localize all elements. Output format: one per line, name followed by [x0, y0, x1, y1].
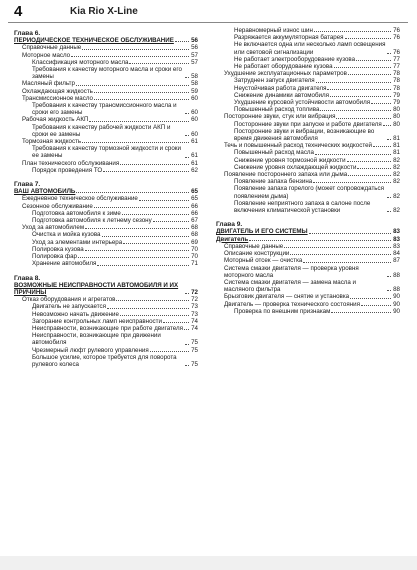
toc-page-number: 83 — [393, 242, 400, 250]
dot-leader — [284, 247, 391, 248]
toc-entry-title: Повышенный расход топлива — [234, 106, 320, 114]
dot-leader — [313, 182, 391, 183]
toc-entry[interactable] — [216, 171, 400, 178]
dot-leader — [334, 67, 391, 68]
dot-leader — [314, 31, 391, 32]
toc-page-number: 57 — [191, 58, 198, 66]
toc-page-number: 65 — [191, 188, 198, 196]
dot-leader — [102, 236, 190, 237]
toc-page-number: 56 — [191, 44, 198, 52]
toc-entry[interactable] — [14, 210, 198, 217]
dot-leader — [383, 125, 391, 126]
toc-page-number: 87 — [393, 257, 400, 265]
toc-entry[interactable] — [14, 231, 198, 238]
dot-leader — [94, 207, 189, 208]
toc-entry[interactable] — [216, 164, 400, 171]
toc-entry[interactable] — [216, 121, 400, 128]
dot-leader — [185, 293, 189, 294]
toc-page-number: 74 — [191, 317, 198, 325]
toc-page-number: 83 — [393, 228, 400, 236]
toc-page-number: 82 — [393, 192, 400, 200]
toc-entry-title: Требования к качеству тормозной жидкости и сроки ее замены — [32, 145, 181, 160]
dot-leader — [78, 257, 189, 258]
toc-entry[interactable] — [216, 77, 400, 84]
toc-page-number: 88 — [393, 271, 400, 279]
toc-page-number: 83 — [393, 235, 400, 243]
toc-entry-title: Тормозная жидкость — [22, 138, 82, 146]
toc-page-number: 75 — [191, 360, 198, 368]
toc-entry[interactable] — [216, 250, 400, 257]
toc-page-number: 90 — [393, 293, 400, 301]
toc-section-entry[interactable] — [14, 188, 198, 195]
dot-leader — [82, 142, 189, 143]
toc-entry-title: План технического обслуживания — [22, 159, 120, 167]
dot-leader — [336, 118, 391, 119]
dot-leader — [303, 262, 391, 263]
toc-entry-title: Не работает оборудование кузова — [234, 63, 333, 71]
toc-entry-title: Моторный отсек — очистка — [224, 257, 303, 265]
toc-entry-title: Посторонние звуки и вибрации, возникающие во время движения автомобиля — [234, 127, 375, 143]
toc-page-number: 68 — [191, 231, 198, 239]
toc-entry-title: Система смазки двигателя — проверка уровня моторного масла — [224, 264, 359, 279]
toc-entry-title: Брызговик двигателя — снятие и установка — [224, 293, 350, 301]
toc-entry[interactable] — [216, 279, 400, 293]
dot-leader — [129, 63, 189, 64]
toc-entry-title: Моторное масло — [22, 51, 71, 59]
toc-entry[interactable] — [14, 66, 198, 80]
toc-entry[interactable] — [216, 34, 400, 41]
toc-entry[interactable] — [216, 56, 400, 63]
page-number: 4 — [14, 3, 23, 20]
toc-entry[interactable] — [216, 265, 400, 279]
toc-entry-title: Справочные данные — [224, 242, 284, 250]
toc-entry[interactable] — [216, 63, 400, 70]
toc-entry-title: Загорание контрольных ламп неисправности — [32, 317, 162, 325]
dot-leader — [97, 265, 189, 266]
toc-page-number: 78 — [393, 77, 400, 85]
dot-leader — [387, 139, 391, 140]
dot-leader — [320, 110, 391, 111]
chapter-label: Глава 7. — [14, 181, 41, 189]
toc-entry[interactable] — [216, 178, 400, 185]
toc-entry[interactable] — [14, 332, 198, 346]
dot-leader — [347, 161, 391, 162]
toc-entry[interactable] — [14, 138, 198, 145]
toc-entry[interactable] — [216, 301, 400, 308]
toc-page-number: 78 — [393, 84, 400, 92]
dot-leader — [94, 92, 189, 93]
header-divider — [8, 22, 408, 23]
dot-leader — [361, 305, 391, 306]
toc-entry-title: Требования к качеству моторного масла и сроки его замены — [32, 66, 182, 81]
toc-section-entry[interactable] — [216, 236, 400, 243]
toc-page-number: 71 — [191, 260, 198, 268]
toc-entry-title: Большое усилие, которое требуется для поворота рулевого колеса — [32, 353, 177, 368]
toc-page-number: 70 — [191, 253, 198, 261]
dot-leader — [185, 113, 189, 114]
toc-section-entry[interactable] — [14, 282, 198, 296]
toc-entry[interactable] — [14, 224, 198, 231]
toc-entry-title: ДВИГАТЕЛЬ И ЕГО СИСТЕМЫ — [216, 228, 308, 236]
toc-entry-title: Снижение уровня тормозной жидкости — [234, 156, 346, 164]
dot-leader — [356, 60, 391, 61]
toc-entry[interactable] — [216, 142, 400, 149]
dot-leader — [76, 85, 189, 86]
toc-entry[interactable] — [216, 257, 400, 264]
toc-entry-title: Охлаждающая жидкость — [22, 87, 93, 95]
toc-page-number: 73 — [191, 310, 198, 318]
dot-leader — [185, 135, 189, 136]
toc-entry-title: Снижение уровня охлаждающей жидкости — [234, 163, 357, 171]
toc-entry-title: Неисправности, возникающие при движении автомобиля — [32, 332, 161, 347]
toc-entry[interactable] — [216, 106, 400, 113]
toc-page-number: 75 — [191, 346, 198, 354]
toc-entry[interactable] — [14, 260, 198, 267]
toc-entry-title: Течь и повышенный расход технических жидкостей — [224, 142, 372, 150]
toc-page-number: 72 — [191, 296, 198, 304]
toc-entry[interactable] — [216, 99, 400, 106]
toc-page-number: 77 — [393, 63, 400, 71]
dot-leader — [348, 175, 391, 176]
dot-leader — [150, 351, 189, 352]
toc-entry[interactable] — [14, 239, 198, 246]
toc-entry[interactable] — [14, 116, 198, 123]
dot-leader — [94, 99, 189, 100]
toc-page-number: 77 — [393, 55, 400, 63]
dot-leader — [371, 103, 391, 104]
toc-entry-title: Трансмиссионное масло — [22, 94, 93, 102]
toc-entry-title: Описание конструкции — [224, 250, 290, 258]
toc-entry[interactable] — [216, 243, 400, 250]
toc-entry-title: Уход за автомобилем — [22, 224, 85, 232]
dot-leader — [122, 214, 189, 215]
chapter-label: Глава 9. — [216, 221, 243, 229]
toc-page-number: 56 — [191, 37, 198, 45]
toc-entry-title: Посторонние звуки при запуске и работе двигателя — [234, 120, 382, 128]
toc-entry-title: ВОЗМОЖНЫЕ НЕИСПРАВНОСТИ АВТОМОБИЛЯ И ИХ ПРИЧИНЫ — [14, 281, 179, 296]
chapter-heading — [14, 178, 198, 188]
toc-entry-title: Двигатель — [216, 235, 249, 243]
toc-page-number: 57 — [191, 51, 198, 59]
toc-entry-title: Появление постороннего запаха или дыма — [224, 171, 348, 179]
dot-leader — [387, 211, 391, 212]
toc-page-number: 74 — [191, 324, 198, 332]
toc-entry-title: Разряжается аккумуляторная батарея — [234, 34, 344, 42]
toc-page-number: 73 — [191, 303, 198, 311]
toc-page-number: 82 — [393, 163, 400, 171]
toc-entry-title: Классификация моторного масла — [32, 58, 129, 66]
toc-entry-title: Невозможно начать движение — [32, 310, 119, 318]
toc-entry[interactable] — [14, 88, 198, 95]
toc-page-number: 61 — [191, 138, 198, 146]
dot-leader — [85, 228, 189, 229]
toc-page-number: 80 — [393, 113, 400, 121]
dot-leader — [345, 38, 391, 39]
toc-page-number: 60 — [191, 109, 198, 117]
toc-page-number: 62 — [191, 166, 198, 174]
toc-page-number: 78 — [393, 70, 400, 78]
toc-page-number: 79 — [393, 99, 400, 107]
toc-entry[interactable] — [14, 52, 198, 59]
dot-leader — [331, 312, 391, 313]
dot-leader — [175, 41, 189, 42]
toc-entry-title: Затруднен запуск двигателя — [234, 77, 315, 85]
toc-entry[interactable] — [14, 195, 198, 202]
dot-leader — [185, 365, 189, 366]
toc-page-number: 88 — [393, 286, 400, 294]
toc-page-number: 61 — [191, 159, 198, 167]
toc-entry-title: Подготовка автомобиля к зиме — [32, 209, 121, 217]
toc-page-number: 60 — [191, 130, 198, 138]
dot-leader — [139, 200, 189, 201]
toc-entry-title: Требования к качеству трансмиссионного масла и сроки его замены — [32, 102, 177, 117]
toc-page-number: 66 — [191, 202, 198, 210]
toc-page-number: 80 — [393, 106, 400, 114]
dot-leader — [184, 329, 189, 330]
dot-leader — [163, 322, 189, 323]
toc-entry-title: Полировка фар — [32, 253, 77, 261]
dot-leader — [315, 154, 391, 155]
toc-page-number: 82 — [393, 207, 400, 215]
toc-entry-title: Повышенный расход масла — [234, 149, 314, 157]
toc-page-number: 82 — [393, 156, 400, 164]
toc-entry[interactable] — [14, 145, 198, 159]
dot-leader — [387, 276, 391, 277]
toc-entry-title: Не работает электрооборудование кузова — [234, 55, 356, 63]
dot-leader — [350, 298, 391, 299]
chapter-heading — [14, 27, 198, 37]
toc-entry[interactable] — [14, 217, 198, 224]
toc-entry[interactable] — [14, 80, 198, 87]
dot-leader — [309, 233, 391, 234]
toc-entry-title: Справочные данные — [22, 44, 82, 52]
toc-page-number: 76 — [393, 34, 400, 42]
toc-page-number: 79 — [393, 91, 400, 99]
toc-page-number: 59 — [191, 87, 198, 95]
toc-entry-title: Чрезмерный люфт рулевого управления — [32, 346, 149, 354]
toc-entry[interactable] — [14, 95, 198, 102]
dot-leader — [89, 121, 189, 122]
dot-leader — [357, 168, 391, 169]
toc-entry-title: Полировка кузова — [32, 245, 84, 253]
toc-page-number: 76 — [393, 48, 400, 56]
dot-leader — [71, 56, 189, 57]
toc-page-number: 70 — [191, 245, 198, 253]
toc-entry-title: Ухудшение эксплуатационных параметров — [224, 70, 347, 78]
toc-entry[interactable] — [216, 27, 400, 34]
toc-entry-title: Неравномерный износ шин — [234, 27, 313, 34]
toc-entry-title: Проверка по внешним признакам — [234, 307, 331, 315]
dot-leader — [185, 77, 189, 78]
toc-entry-title: Появление запаха горелого (может сопровождаться появлением дыма) — [234, 185, 384, 200]
toc-entry-title: Отказ оборудования и агрегатов — [22, 296, 116, 304]
toc-entry[interactable] — [216, 149, 400, 156]
toc-entry-title: Двигатель — проверка технического состояния — [224, 300, 360, 308]
toc-entry-title: Посторонние звуки, стук или вибрация — [224, 113, 336, 121]
toc-entry[interactable] — [216, 185, 400, 199]
toc-page-number: 72 — [191, 288, 198, 296]
dot-leader — [76, 192, 189, 193]
dot-leader — [327, 89, 391, 90]
dot-leader — [249, 240, 391, 241]
toc-entry[interactable] — [14, 354, 198, 368]
dot-leader — [387, 53, 391, 54]
toc-page-number: 80 — [393, 120, 400, 128]
toc-entry-title: Порядок проведения ТО — [32, 166, 103, 174]
toc-section-entry[interactable] — [14, 37, 198, 44]
dot-leader — [185, 344, 189, 345]
toc-entry[interactable] — [216, 85, 400, 92]
toc-entry[interactable] — [14, 347, 198, 354]
toc-section-entry[interactable] — [216, 228, 400, 235]
dot-leader — [316, 82, 391, 83]
dot-leader — [373, 146, 391, 147]
page-bottom-margin — [0, 556, 417, 570]
toc-entry-title: Рабочая жидкость АКП — [22, 116, 89, 124]
toc-entry-title: Система смазки двигателя — замена масла и масляного фильтра — [224, 278, 357, 294]
dot-leader — [387, 197, 391, 198]
toc-entry[interactable] — [216, 200, 400, 214]
toc-page-number: 61 — [191, 152, 198, 160]
toc-entry-title: Снижение динамики автомобиля — [234, 91, 329, 99]
toc-page-number: 84 — [393, 250, 400, 258]
book-title: Kia Rio X-Line — [70, 6, 138, 17]
chapter-heading — [14, 272, 198, 282]
toc-entry[interactable] — [216, 70, 400, 77]
toc-page-number: 66 — [191, 209, 198, 217]
toc-page-number: 68 — [191, 224, 198, 232]
toc-page-number: 69 — [191, 238, 198, 246]
toc-entry-title: Появление запаха бензина — [234, 178, 313, 186]
toc-page-number: 76 — [393, 27, 400, 34]
toc-entry-title: Появление неприятного запаха в салоне после включения климатической установки — [234, 199, 371, 215]
toc-page-number: 75 — [191, 339, 198, 347]
toc-page-number: 58 — [191, 73, 198, 81]
toc-page-number: 82 — [393, 171, 400, 179]
toc-entry[interactable] — [14, 296, 198, 303]
toc-entry-title: Подготовка автомобиля к летнему сезону — [32, 217, 152, 225]
toc-entry[interactable] — [14, 253, 198, 260]
toc-page-number: 90 — [393, 300, 400, 308]
toc-entry[interactable] — [14, 311, 198, 318]
toc-left-column — [14, 27, 198, 368]
dot-leader — [103, 171, 189, 172]
dot-leader — [290, 254, 391, 255]
toc-page-number: 60 — [191, 116, 198, 124]
dot-leader — [348, 74, 391, 75]
toc-entry[interactable] — [14, 325, 198, 332]
toc-entry[interactable] — [14, 59, 198, 66]
toc-entry[interactable] — [14, 303, 198, 310]
toc-entry-title: Требования к качеству рабочей жидкости АКП и сроки ее замены — [32, 123, 171, 138]
toc-right-column — [216, 27, 400, 315]
toc-page-number: 60 — [191, 94, 198, 102]
page-header — [0, 0, 417, 22]
toc-page-number: 90 — [393, 307, 400, 315]
chapter-label: Глава 6. — [14, 30, 41, 37]
toc-entry-title: Ухудшение курсовой устойчивости автомобиля — [234, 99, 371, 107]
toc-entry-title: Неустойчивая работа двигателя — [234, 84, 327, 92]
toc-entry-title: Хранение автомобиля — [32, 260, 97, 268]
toc-entry-title: ПЕРИОДИЧЕСКОЕ ТЕХНИЧЕСКОЕ ОБСЛУЖИВАНИЕ — [14, 37, 174, 45]
toc-entry[interactable] — [216, 41, 400, 55]
toc-entry[interactable] — [216, 128, 400, 142]
toc-page-number: 82 — [393, 178, 400, 186]
toc-entry[interactable] — [14, 44, 198, 51]
dot-leader — [123, 243, 189, 244]
toc-page-number: 81 — [393, 135, 400, 143]
toc-entry-title: ВАШ АВТОМОБИЛЬ — [14, 188, 76, 196]
toc-entry-title: Очистка и мойка кузова — [32, 231, 101, 239]
toc-entry-title: Неисправности, возникающие при работе двигателя — [32, 324, 183, 332]
dot-leader — [120, 315, 189, 316]
dot-leader — [153, 221, 189, 222]
chapter-heading — [216, 218, 400, 228]
dot-leader — [185, 157, 189, 158]
toc-entry-title: Сезонное обслуживание — [22, 202, 93, 210]
toc-entry[interactable] — [216, 92, 400, 99]
dot-leader — [85, 250, 189, 251]
toc-entry[interactable] — [216, 157, 400, 164]
toc-page-number: 81 — [393, 142, 400, 150]
toc-entry-title: Не включается одна или несколько ламп освещения или световой сигнализации — [234, 41, 386, 56]
dot-leader — [107, 308, 189, 309]
toc-entry-title: Двигатель не запускается — [32, 303, 106, 311]
dot-leader — [330, 96, 391, 97]
toc-entry[interactable] — [14, 124, 198, 138]
toc-entry[interactable] — [14, 246, 198, 253]
toc-entry-title: Уход за элементами интерьера — [32, 238, 123, 246]
dot-leader — [387, 290, 391, 291]
dot-leader — [120, 164, 189, 165]
toc-entry-title: Масляный фильтр — [22, 80, 75, 88]
toc-entry[interactable] — [216, 113, 400, 120]
toc-entry[interactable] — [216, 308, 400, 315]
toc-entry[interactable] — [14, 318, 198, 325]
toc-entry[interactable] — [14, 160, 198, 167]
toc-entry[interactable] — [14, 102, 198, 116]
chapter-label: Глава 8. — [14, 274, 41, 282]
toc-page-number: 65 — [191, 195, 198, 203]
toc-page-number: 81 — [393, 149, 400, 157]
toc-entry[interactable] — [14, 167, 198, 174]
toc-page-number: 58 — [191, 80, 198, 88]
toc-entry[interactable] — [14, 203, 198, 210]
toc-page-number: 67 — [191, 217, 198, 225]
toc-entry-title: Ежедневное техническое обслуживание — [22, 195, 138, 203]
toc-entry[interactable] — [216, 293, 400, 300]
dot-leader — [82, 49, 189, 50]
dot-leader — [116, 300, 189, 301]
